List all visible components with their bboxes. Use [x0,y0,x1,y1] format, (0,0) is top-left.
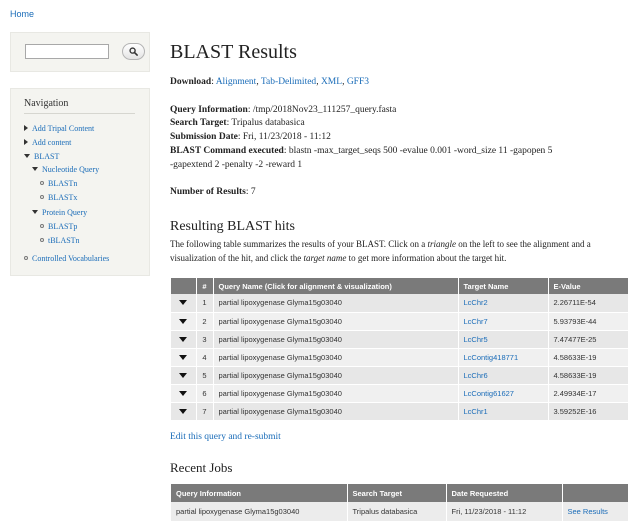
hit-target-cell [458,312,548,330]
expand-triangle-icon[interactable] [179,337,187,342]
expand-triangle-icon[interactable] [179,373,187,378]
search-block [10,32,150,72]
nav-link[interactable]: tBLASTn [48,236,80,245]
search-input[interactable] [25,44,109,59]
expanded-arrow-icon [32,167,38,171]
nav-item-add-content[interactable] [24,138,71,148]
nav-item-add-tripal-content[interactable] [24,124,94,134]
nav-link[interactable]: Add content [32,138,72,147]
navigation-title: Navigation [24,98,135,114]
col-results [562,484,629,502]
nav-item-controlled-vocabularies[interactable] [24,254,109,264]
hit-number: 4 [196,348,213,366]
recent-jobs-heading: Recent Jobs [170,460,233,475]
query-information-line: Query Information: /tmp/2018Nov23_111257_query.fasta [170,105,397,115]
hit-target-cell [458,366,548,384]
number-of-results-label: Number of Results [170,187,246,197]
col-query-information: Query Information [171,484,347,502]
hit-toggle-cell[interactable] [171,348,196,366]
hit-evalue: 2.26711E-54 [548,294,629,312]
job-link-cell [562,502,629,521]
hit-evalue: 3.59252E-16 [548,402,629,420]
query-information-label: Query Information [170,105,248,115]
download-line: Download: Alignment, Tab-Delimited, XML, GFF3 [170,77,369,87]
nav-item-blast[interactable] [24,152,59,162]
hit-evalue: 4.58633E-19 [548,348,629,366]
expand-triangle-icon[interactable] [179,319,187,324]
hit-target-link[interactable]: LcChr5 [463,334,488,344]
nav-link[interactable]: Nucleotide Query [42,165,100,174]
hit-number: 7 [196,402,213,420]
hit-query-name[interactable]: partial lipoxygenase Glyma15g03040 [213,330,458,348]
number-of-results-line: Number of Results: 7 [170,187,256,197]
edit-query-link[interactable]: Edit this query and re-submit [170,432,281,442]
hit-number: 5 [196,366,213,384]
nav-link[interactable]: Add Tripal Content [32,124,95,133]
hit-query-name[interactable]: partial lipoxygenase Glyma15g03040 [213,312,458,330]
blast-command-value-cont: -gapextend 2 -penalty -2 -reward 1 [170,160,303,170]
hit-toggle-cell[interactable] [171,330,196,348]
bullet-icon [40,195,44,199]
expand-triangle-icon[interactable] [179,391,187,396]
nav-item-protein-query[interactable] [32,208,87,218]
blast-command-value: blastn -max_target_seqs 500 -evalue 0.001 -word_size 11 -gapopen 5 [288,146,553,156]
hit-target-link[interactable]: LcChr2 [463,298,488,308]
see-results-link[interactable]: See Results [567,507,608,516]
hit-toggle-cell[interactable] [171,402,196,420]
nav-link[interactable]: BLASTp [48,222,78,231]
nav-item-blastp[interactable] [40,222,77,232]
col-query-name: Query Name (Click for alignment & visualization) [213,278,458,294]
expand-triangle-icon[interactable] [179,355,187,360]
hit-number: 2 [196,312,213,330]
hit-row [171,366,629,384]
hit-target-cell [458,402,548,420]
nav-link[interactable]: BLASTn [48,179,78,188]
blast-command-line: BLAST Command executed: blastn -max_target_seqs 500 -evalue 0.001 -word_size 11 -gapopen 5 [170,146,553,156]
hit-number: 6 [196,384,213,402]
hit-row [171,312,629,330]
blast-command-continuation [170,160,302,170]
nav-link[interactable]: BLASTx [48,193,78,202]
col-date-requested: Date Requested [446,484,562,502]
hit-query-name[interactable]: partial lipoxygenase Glyma15g03040 [213,348,458,366]
hits-description: The following table summarizes the results of your BLAST. Click on a triangle on the left to see the alignment and a visualization of the hit, and click the target name to get more information about the target hit. [170,239,591,263]
download-gff3-link[interactable]: GFF3 [346,77,369,87]
job-query: partial lipoxygenase Glyma15g03040 [171,502,347,521]
col-target-name: Target Name [458,278,548,294]
hit-target-cell [458,294,548,312]
hit-toggle-cell[interactable] [171,294,196,312]
nav-link[interactable]: Protein Query [42,208,88,217]
query-information-value: /tmp/2018Nov23_111257_query.fasta [252,105,397,115]
hit-query-name[interactable]: partial lipoxygenase Glyma15g03040 [213,366,458,384]
hit-row [171,402,629,420]
hit-toggle-cell[interactable] [171,312,196,330]
hit-evalue: 2.49934E-17 [548,384,629,402]
hit-target-cell [458,348,548,366]
job-target: Tripalus databasica [347,502,446,521]
download-xml-link[interactable]: XML [320,77,343,87]
hit-row [171,384,629,402]
nav-link[interactable]: Controlled Vocabularies [32,254,110,263]
nav-item-blastx[interactable] [40,193,77,203]
download-alignment-link[interactable]: Alignment [215,77,257,87]
hit-row [171,348,629,366]
expand-triangle-icon[interactable] [179,409,187,414]
hit-query-name[interactable]: partial lipoxygenase Glyma15g03040 [213,402,458,420]
hit-target-link[interactable]: LcChr1 [463,406,488,416]
hit-row [171,330,629,348]
hit-target-link[interactable]: LcContig61627 [463,388,514,398]
page-title: BLAST Results [170,41,297,63]
bullet-icon [40,181,44,185]
hit-target-cell [458,384,548,402]
hit-query-name[interactable]: partial lipoxygenase Glyma15g03040 [213,294,458,312]
hit-target-link[interactable]: LcChr7 [463,316,488,326]
search-icon [129,47,138,56]
search-target-label: Search Target [170,118,227,128]
hit-toggle-cell[interactable] [171,366,196,384]
number-of-results-value: 7 [250,187,256,197]
home-link[interactable]: Home [10,9,35,19]
bullet-icon [40,238,44,242]
job-row [171,502,629,521]
hit-number: 3 [196,330,213,348]
hit-target-link[interactable]: LcContig418771 [463,352,519,362]
expand-triangle-icon[interactable] [179,300,187,305]
submission-date-label: Submission Date [170,132,238,142]
collapsed-arrow-icon [24,139,28,145]
col-number: # [196,278,213,294]
hit-row [171,294,629,312]
expanded-arrow-icon [32,210,38,214]
col-search-target: Search Target [347,484,446,502]
hit-number: 1 [196,294,213,312]
submission-date-line: Submission Date: Fri, 11/23/2018 - 11:12 [170,132,331,142]
download-tab-delimited-link[interactable]: Tab-Delimited [260,77,317,87]
hit-toggle-cell[interactable] [171,384,196,402]
search-target-line: Search Target: Tripalus databasica [170,118,305,128]
expanded-arrow-icon [24,154,30,158]
hit-target-cell [458,330,548,348]
search-target-value: Tripalus databasica [231,118,305,128]
nav-item-tblastn[interactable] [40,236,80,246]
hit-query-name[interactable]: partial lipoxygenase Glyma15g03040 [213,384,458,402]
blast-hits-table [171,278,629,421]
hit-target-link[interactable]: LcChr6 [463,370,488,380]
navigation-block [10,88,150,276]
search-button[interactable] [122,43,145,60]
bullet-icon [40,224,44,228]
hit-evalue: 4.58633E-19 [548,366,629,384]
blast-command-label: BLAST Command executed [170,146,284,156]
job-date: Fri, 11/23/2018 - 11:12 [446,502,562,521]
nav-item-nucleotide-query[interactable] [32,165,99,175]
nav-item-blastn[interactable] [40,179,77,189]
col-toggle [171,278,196,294]
recent-jobs-table [171,484,629,521]
col-evalue: E-Value [548,278,629,294]
bullet-icon [24,256,28,260]
hit-evalue: 5.93793E-44 [548,312,629,330]
download-label: Download [170,77,212,87]
nav-link[interactable]: BLAST [34,152,60,161]
resulting-hits-heading: Resulting BLAST hits [170,219,295,234]
collapsed-arrow-icon [24,125,28,131]
hit-evalue: 7.47477E-25 [548,330,629,348]
submission-date-value: Fri, 11/23/2018 - 11:12 [242,132,331,142]
